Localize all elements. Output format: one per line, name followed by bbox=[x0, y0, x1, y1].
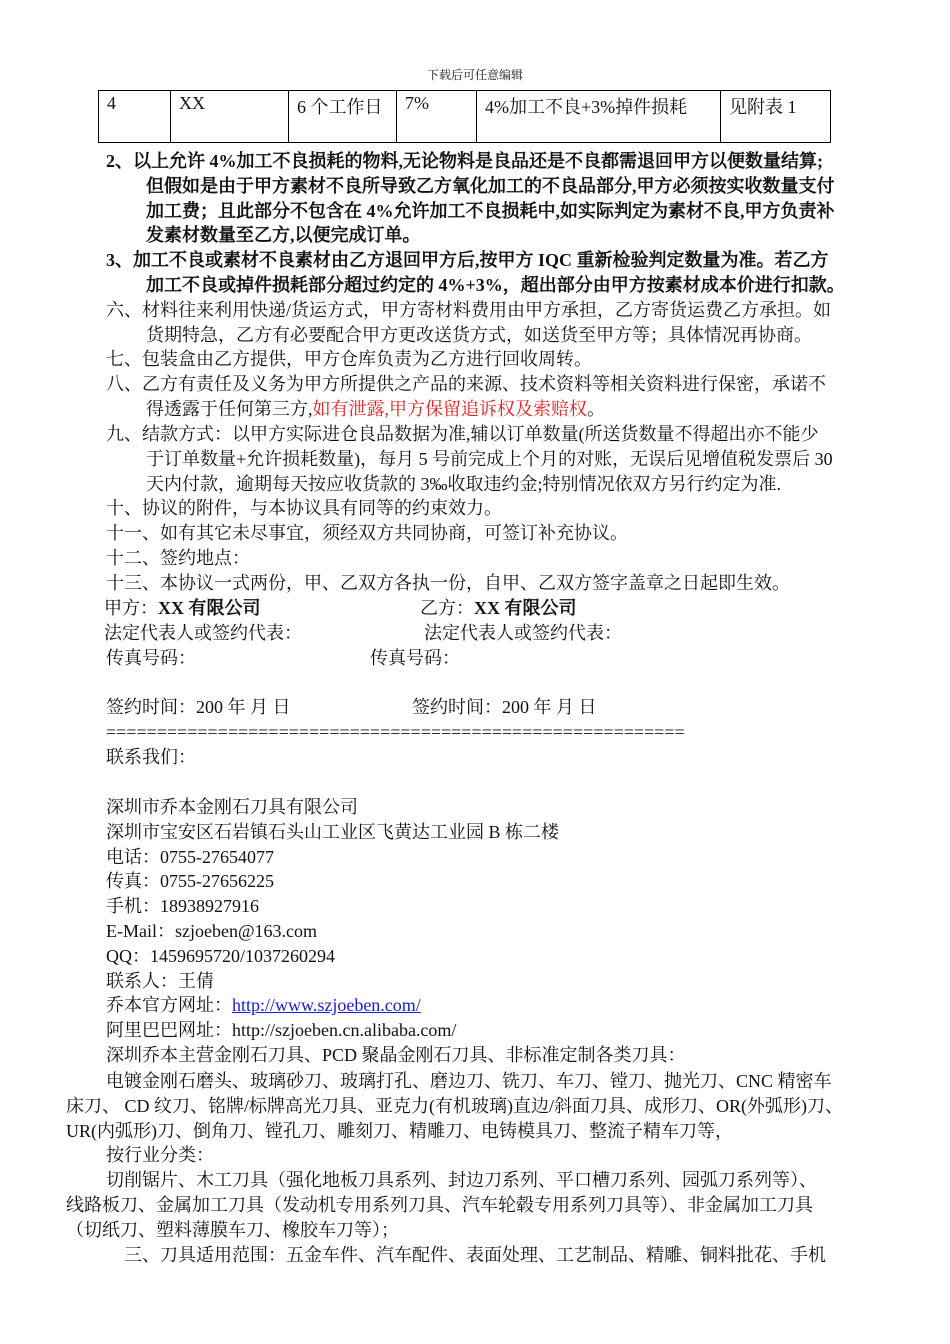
clause-12: 十二、签约地点： bbox=[106, 548, 250, 568]
clause-11: 十一、如有其它未尽事宜，须经双方共同协商，可签订补充协议。 bbox=[106, 523, 628, 543]
table-cell: 7% bbox=[397, 91, 477, 143]
mobile: 手机：18938927916 bbox=[106, 896, 259, 917]
table-cell: 6 个工作日 bbox=[289, 91, 397, 143]
business-intro: 深圳乔本主营金刚石刀具、PCD 聚晶金刚石刀具、非标准定制各类刀具： bbox=[106, 1044, 686, 1065]
contact-heading: 联系我们： bbox=[106, 747, 196, 767]
header-note: 下载后可任意编辑 bbox=[426, 68, 523, 82]
rep-b: 法定代表人或签约代表： bbox=[424, 623, 622, 643]
clause-3: 3、加工不良或素材不良素材由乙方退回甲方后,按甲方 IQC 重新检验判定数量为准。若乙方 加工不良或掉件损耗部分超过约定的 4%+3%，超出部分由甲方按素材成本价进行扣款。 bbox=[106, 250, 845, 295]
spec-table bbox=[98, 90, 831, 143]
clause-13: 十三、本协议一式两份，甲、乙双方各执一份，自甲、乙双方签字盖章之日起即生效。 bbox=[106, 573, 790, 593]
confidentiality-warning: 如有泄露,甲方保留追诉权及索赔权 bbox=[312, 398, 587, 419]
contact-person: 联系人：王倩 bbox=[106, 970, 214, 991]
fax: 传真：0755-27656225 bbox=[106, 871, 274, 892]
company-address: 深圳市宝安区石岩镇石头山工业区飞黄达工业园 B 栋二楼 bbox=[106, 821, 560, 842]
clause-7: 七、包装盒由乙方提供，甲方仓库负责为乙方进行回收周转。 bbox=[106, 349, 592, 369]
business-products: 电镀金刚石磨头、玻璃砂刀、玻璃打孔、磨边刀、铣刀、车刀、镗刀、抛光刀、CNC 精密车 床刀、 CD 纹刀、铭牌/标牌高光刀具、亚克力(有机玻璃)直边/斜面刀具、成形刀、OR(外弧形)刀、 UR(内弧形)刀、倒角刀、镗孔刀、雕刻刀、精雕刀、电铸模具刀、整流子精车刀等， 按行业分类： 切削锯片、木工刀具（强化地板刀具系列、封边刀系列、平口槽刀系列、园弧刀系列等）、 线路板刀、金属加工刀具（发动机专用系列刀具、汽车轮毂专用系列刀具等）、非金属加工刀具 （切纸刀、塑料薄膜车刀、橡胶车刀等）； 三、刀具适用范围：五金车件、汽车配件、表面处理、工艺制品、精雕、铜料批花、手机 bbox=[66, 1071, 843, 1265]
clause-8: 八、乙方有责任及义务为甲方所提供之产品的来源、技术资料等相关资料进行保密，承诺不 得透露于任何第三方,如有泄露,甲方保留追诉权及索赔权。 bbox=[106, 374, 826, 419]
party-a: 甲方：XX 有限公司 bbox=[104, 598, 261, 618]
clause-6: 六、材料往来利用快递/货运方式，甲方寄材料费用由甲方承担，乙方寄货运费乙方承担。如 货期特急，乙方有必要配合甲方更改送货方式，如送货至甲方等；具体情况再协商。 bbox=[106, 300, 831, 345]
table-cell: XX bbox=[171, 91, 289, 143]
separator: ========================================================= bbox=[106, 722, 685, 742]
table-cell: 4%加工不良+3%掉件损耗 bbox=[477, 91, 721, 143]
date-b: 签约时间：200 年 月 日 bbox=[412, 697, 597, 717]
party-b: 乙方：XX 有限公司 bbox=[420, 598, 577, 618]
date-a: 签约时间：200 年 月 日 bbox=[106, 697, 291, 717]
table-cell: 4 bbox=[99, 91, 171, 143]
fax-a: 传真号码： bbox=[106, 648, 196, 668]
clause-9: 九、结款方式：以甲方实际进仓良品数据为准,辅以订单数量(所送货数量不得超出亦不能少 于订单数量+允许损耗数量)，每月 5 号前完成上个月的对账，无误后见增值税发票后 30 天内付款，逾期每天按应收货款的 3‰收取违约金;特别情况依双方另行约定为准. bbox=[106, 424, 833, 494]
qq: QQ：1459695720/1037260294 bbox=[106, 945, 335, 966]
phone: 电话：0755-27654077 bbox=[106, 846, 274, 867]
fax-b: 传真号码： bbox=[370, 648, 460, 668]
email: E-Mail：szjoeben@163.com bbox=[106, 920, 318, 941]
rep-a: 法定代表人或签约代表： bbox=[104, 623, 302, 643]
contact-block bbox=[106, 795, 686, 1068]
alibaba-site: 阿里巴巴网址：http://szjoeben.cn.alibaba.com/ bbox=[106, 1020, 457, 1041]
clause-10: 十、协议的附件，与本协议具有同等的约束效力。 bbox=[106, 498, 502, 518]
table-row bbox=[99, 91, 831, 143]
table-cell: 见附表 1 bbox=[721, 91, 831, 143]
clause-2: 2、以上允许 4%加工不良损耗的物料,无论物料是良品还是不良都需退回甲方以便数量结算; 但假如是由于甲方素材不良所导致乙方氧化加工的不良品部分,甲方必须按实收数量支付 加工费；且此部分不包含在 4%允许加工不良损耗中,如实际判定为素材不良,甲方负责补 发素材数量至乙方,以便完成订单。 bbox=[106, 151, 835, 246]
company-name: 深圳市乔本金刚石刀具有限公司 bbox=[106, 797, 358, 817]
official-site: 乔本官方网址：http://www.szjoeben.com/ bbox=[106, 995, 421, 1016]
official-site-link[interactable]: http://www.szjoeben.com/ bbox=[232, 995, 421, 1016]
